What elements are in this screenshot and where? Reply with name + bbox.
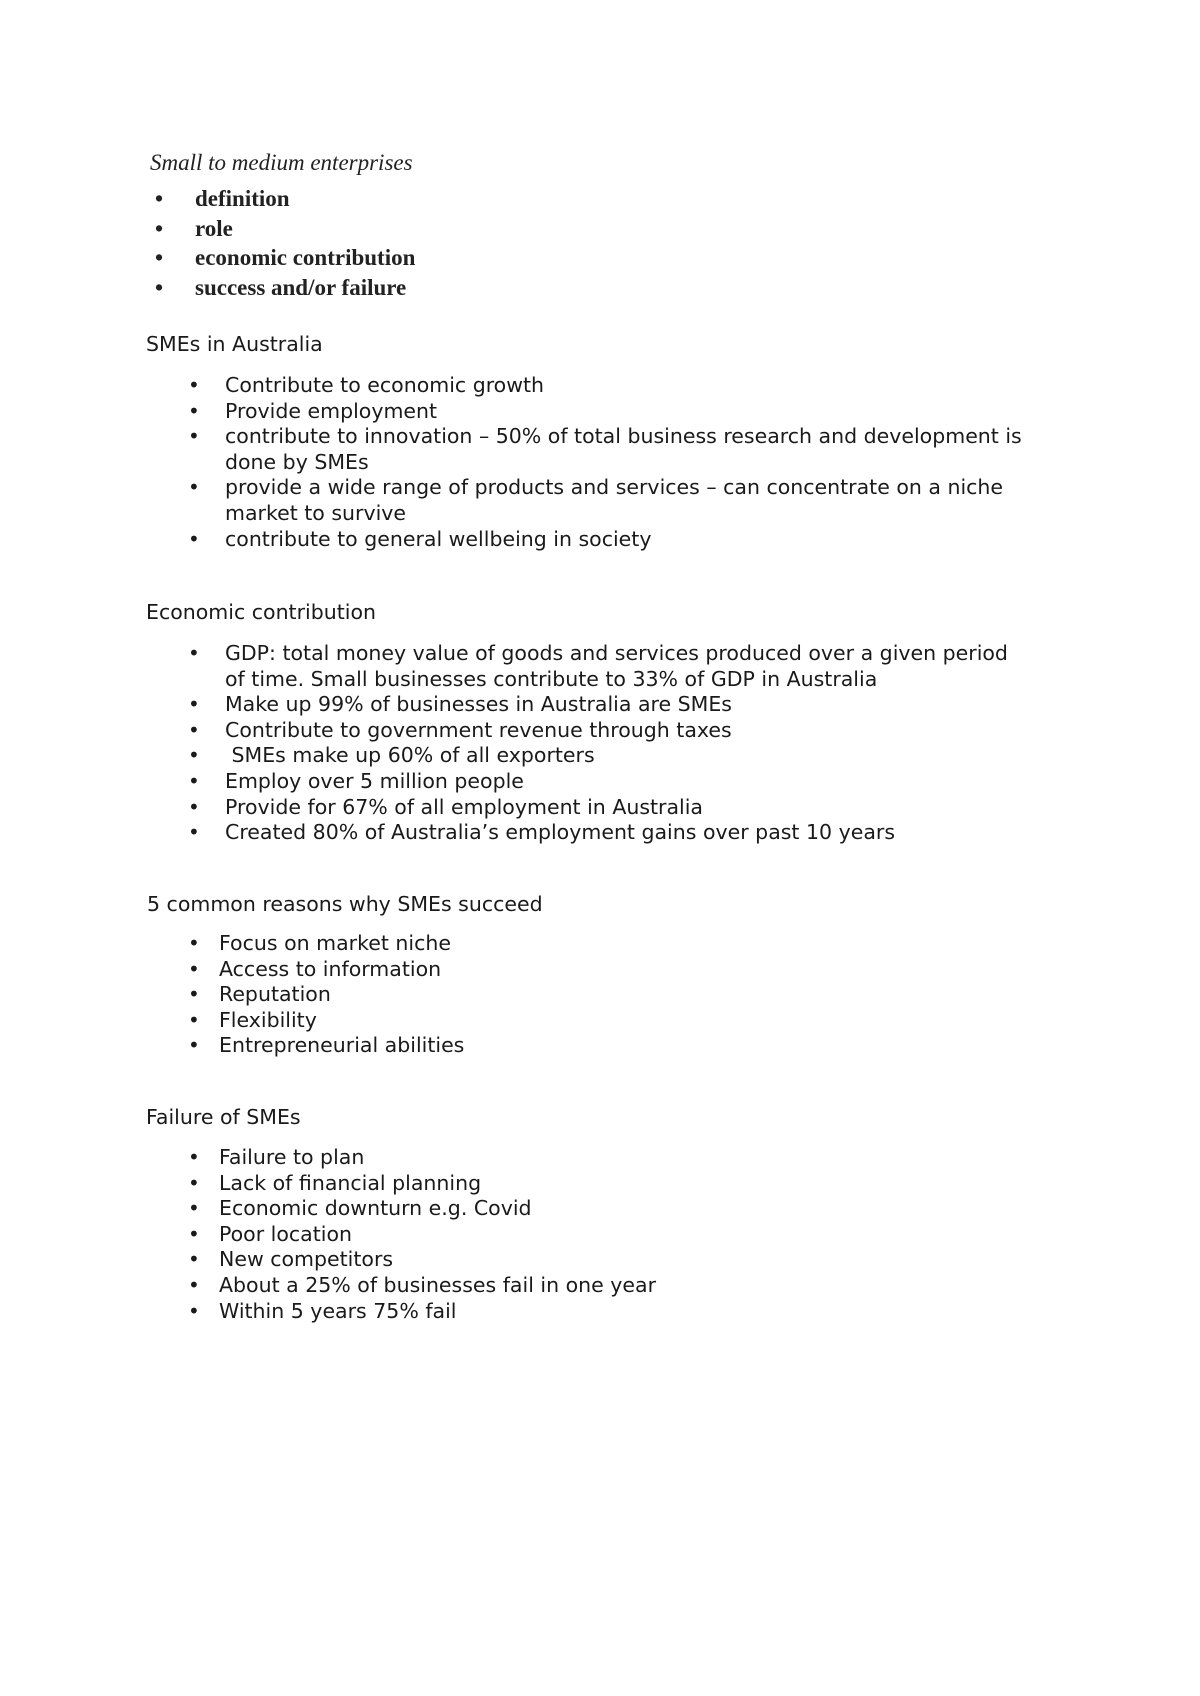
section-heading-failure-of-smes: Failure of SMEs bbox=[146, 1105, 301, 1129]
list-item: • Focus on market niche bbox=[188, 931, 451, 955]
list-item: • Employ over 5 million people bbox=[188, 768, 524, 793]
bullet-icon: • bbox=[188, 1170, 200, 1195]
bullet-icon: • bbox=[188, 1247, 200, 1272]
economic-contribution-list bbox=[150, 641, 1030, 846]
list-item: • Within 5 years 75% fail bbox=[188, 1298, 457, 1323]
list-item: • About a 25% of businesses fail in one year bbox=[188, 1272, 657, 1297]
bullet-icon: • bbox=[188, 982, 200, 1007]
list-item: • economic contribution bbox=[150, 243, 415, 273]
list-item: • Failure to plan bbox=[188, 1145, 365, 1169]
bullet-icon: • bbox=[188, 1272, 200, 1297]
list-item: • Make up 99% of businesses in Australia are SMEs bbox=[188, 692, 732, 717]
bullet-icon: • bbox=[188, 1298, 200, 1323]
section-heading-smes-in-australia: SMEs in Australia bbox=[146, 332, 323, 356]
bullet-icon: • bbox=[188, 373, 200, 397]
list-item: • Flexibility bbox=[188, 1007, 317, 1032]
bullet-icon: • bbox=[188, 717, 200, 742]
bullet-icon: • bbox=[188, 641, 200, 665]
list-item: • New competitors bbox=[188, 1247, 394, 1272]
bullet-icon: • bbox=[188, 692, 200, 717]
section-heading-economic-contribution: Economic contribution bbox=[146, 600, 376, 624]
list-item: • Access to information bbox=[188, 956, 442, 981]
list-item: • Contribute to economic growth bbox=[188, 373, 545, 397]
smes-in-australia-list bbox=[150, 373, 1030, 552]
list-item: • Lack of financial planning bbox=[188, 1170, 482, 1195]
list-item: • contribute to innovation – 50% of total business research and development is done by SMEs bbox=[188, 424, 1022, 474]
bullet-icon: • bbox=[188, 1007, 200, 1032]
list-item: • role bbox=[150, 214, 415, 244]
bullet-icon: • bbox=[155, 274, 164, 300]
bullet-icon: • bbox=[188, 398, 200, 423]
bullet-icon: • bbox=[188, 956, 200, 981]
bullet-icon: • bbox=[188, 794, 200, 819]
bullet-icon: • bbox=[188, 1221, 200, 1246]
list-item: • Contribute to government revenue through taxes bbox=[188, 717, 732, 742]
topic-list bbox=[150, 184, 415, 302]
bullet-icon: • bbox=[188, 1196, 200, 1221]
bullet-icon: • bbox=[188, 526, 200, 551]
bullet-icon: • bbox=[155, 186, 164, 211]
list-item: • Entrepreneurial abilities bbox=[188, 1033, 465, 1058]
list-item: • Reputation bbox=[188, 982, 331, 1007]
list-item: • Provide for 67% of all employment in Australia bbox=[188, 794, 703, 819]
list-item: • Poor location bbox=[188, 1221, 352, 1246]
list-item: • success and/or failure bbox=[150, 273, 415, 303]
bullet-icon: • bbox=[188, 768, 200, 793]
section-heading-success-reasons: 5 common reasons why SMEs succeed bbox=[147, 892, 543, 916]
bullet-icon: • bbox=[188, 820, 200, 845]
failure-reasons-list bbox=[150, 1145, 1030, 1324]
bullet-icon: • bbox=[155, 245, 164, 270]
list-item: • GDP: total money value of goods and services produced over a given period of time. Small businesses contribute to 33% of GDP in Australia bbox=[188, 641, 1008, 691]
list-item: • Economic downturn e.g. Covid bbox=[188, 1196, 532, 1221]
list-item: • provide a wide range of products and services – can concentrate on a niche market to survive bbox=[188, 475, 1004, 525]
doc-title: Small to medium enterprises bbox=[150, 150, 413, 175]
bullet-icon: • bbox=[155, 215, 164, 241]
bullet-icon: • bbox=[188, 743, 200, 768]
success-reasons-list bbox=[150, 931, 1030, 1059]
bullet-icon: • bbox=[188, 931, 200, 955]
bullet-icon: • bbox=[188, 424, 200, 449]
list-item: • Created 80% of Australia’s employment gains over past 10 years bbox=[188, 820, 896, 845]
list-item: • definition bbox=[150, 184, 415, 214]
list-item: • SMEs make up 60% of all exporters bbox=[188, 743, 595, 768]
bullet-icon: • bbox=[188, 1145, 200, 1169]
list-item: • contribute to general wellbeing in society bbox=[188, 526, 652, 551]
bullet-icon: • bbox=[188, 475, 200, 500]
list-item: • Provide employment bbox=[188, 398, 438, 423]
bullet-icon: • bbox=[188, 1033, 200, 1058]
